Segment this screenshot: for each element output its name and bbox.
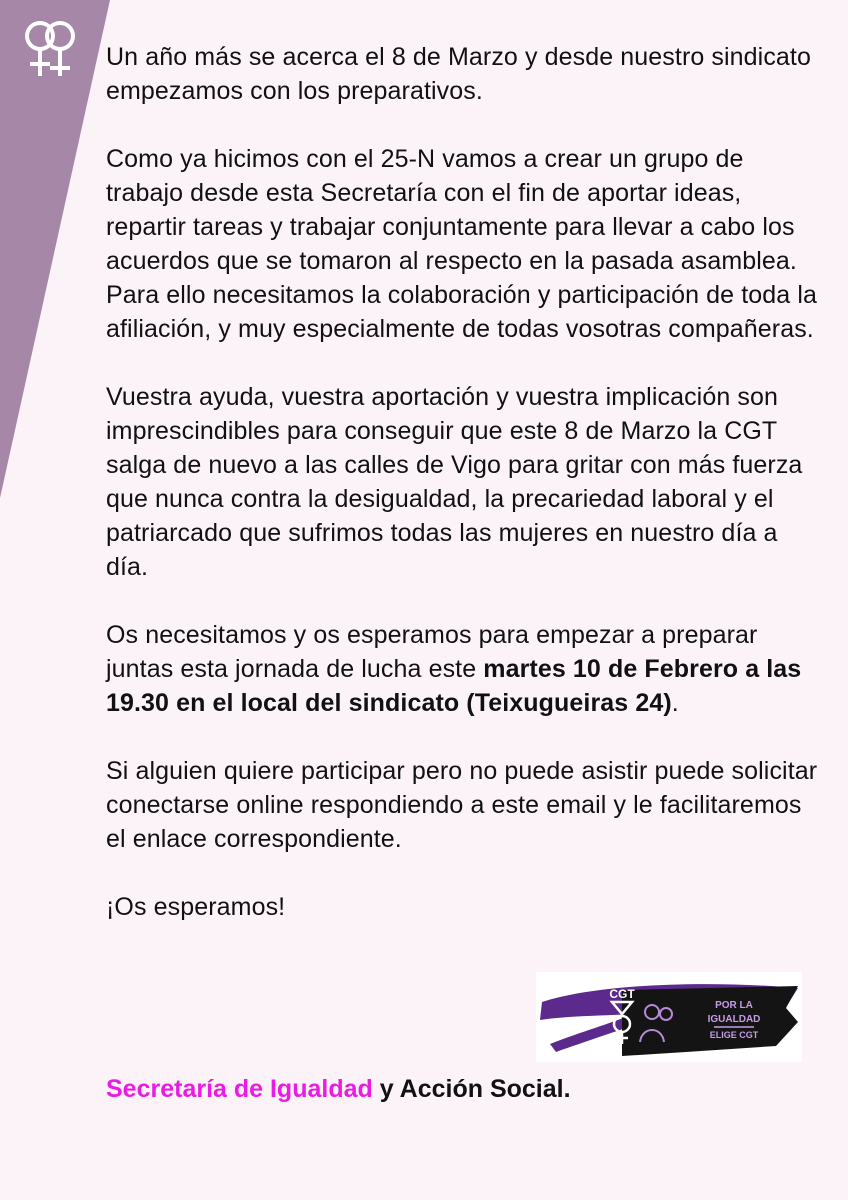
invite-date-location: martes 10 de Febrero a las 19.30 en el local del sindicato (Teixugueiras 24) xyxy=(106,655,802,717)
invite-end: . xyxy=(671,689,679,717)
logo-line2: IGUALDAD xyxy=(707,1014,761,1025)
paragraph-intro: Un año más se acerca el 8 de Marzo y desde nuestro sindicato empezamos con los preparativos. xyxy=(106,43,811,105)
double-venus-icon xyxy=(20,16,86,82)
paragraph-invite xyxy=(106,618,826,720)
cgt-igualdad-logo xyxy=(536,972,802,1062)
signature-secretaria: Secretaría de Igualdad xyxy=(106,1075,373,1103)
logo-line1: POR LA xyxy=(715,1000,753,1011)
logo-line3: ELIGE CGT xyxy=(709,1030,759,1040)
logo-brand: CGT xyxy=(609,987,635,1001)
paragraph-help: Vuestra ayuda, vuestra aportación y vuestra implicación son imprescindibles para conseguir que este 8 de Marzo la CGT salga de nuevo a las calles de Vigo para gritar con más fuerza que nunca contra la desigualdad, la precariedad laboral y el patriarcado que sufrimos todas las mujeres en nuestro día a día. xyxy=(106,383,803,581)
invite-text: Os necesitamos y os esperamos para empezar a preparar juntas esta jornada de lucha este xyxy=(106,621,758,683)
paragraph-working-group: Como ya hicimos con el 25-N vamos a crear un grupo de trabajo desde esta Secretaría con el fin de aportar ideas, repartir tareas y trabajar conjuntamente para llevar a cabo los acuerdos que se tomaron al respecto en la pasada asamblea. Para ello necesitamos la colaboración y participación de toda la afiliación, y muy especialmente de todas vosotras compañeras. xyxy=(106,145,817,343)
closing-text: ¡Os esperamos! xyxy=(106,893,286,921)
letter-body xyxy=(106,40,826,958)
paragraph-online: Si alguien quiere participar pero no puede asistir puede solicitar conectarse online respondiendo a este email y le facilitaremos el enlace correspondiente. xyxy=(106,757,818,853)
signature xyxy=(106,1072,571,1106)
signature-rest: y Acción Social. xyxy=(372,1075,571,1103)
